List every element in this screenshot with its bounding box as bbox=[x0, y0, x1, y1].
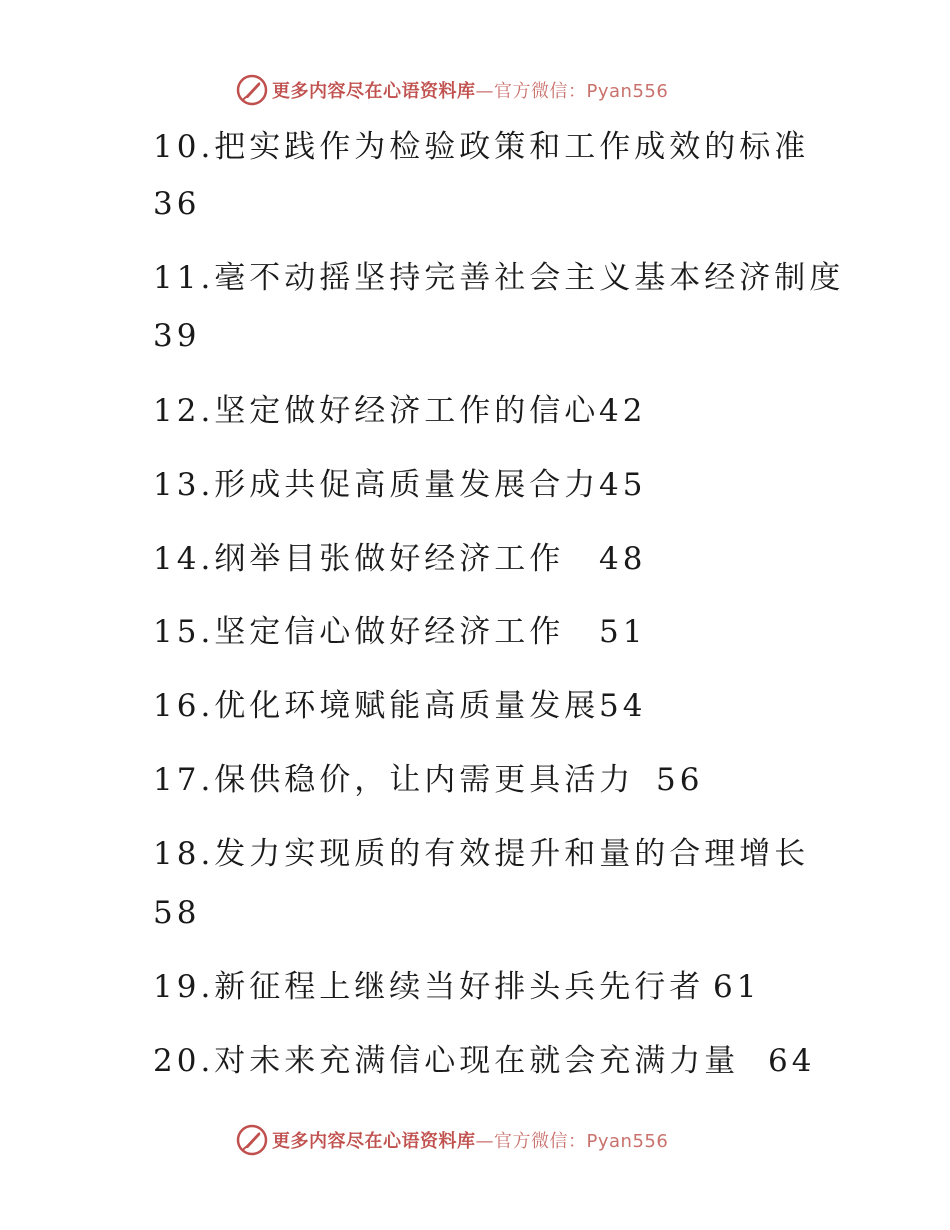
watermark-wechat-id: Pyan556 bbox=[586, 81, 669, 102]
toc-entry bbox=[153, 760, 704, 800]
toc-entry-page: 54 bbox=[599, 688, 647, 724]
toc-entry-title: 14.纲举目张做好经济工作 bbox=[153, 541, 565, 577]
toc-entry-page: 45 bbox=[599, 467, 647, 503]
watermark-text bbox=[272, 1127, 668, 1153]
watermark-dash: — bbox=[475, 1131, 494, 1152]
toc-entry bbox=[153, 539, 647, 579]
quill-logo-icon bbox=[236, 1124, 268, 1156]
toc-entry-page: 56 bbox=[656, 762, 704, 798]
toc-entry-title: 12.坚定做好经济工作的信心 bbox=[153, 393, 600, 429]
toc-entry-page: 58 bbox=[153, 895, 201, 931]
toc-entry-title: 11.毫不动摇坚持完善社会主义基本经济制度 bbox=[153, 260, 845, 296]
header-watermark bbox=[236, 72, 668, 108]
toc-entry-title: 20.对未来充满信心现在就会充满力量 bbox=[153, 1043, 740, 1079]
toc-entry bbox=[153, 612, 647, 652]
toc-entry-page: 51 bbox=[599, 614, 647, 650]
toc-entry-page: 39 bbox=[153, 318, 201, 354]
toc-entry-page: 64 bbox=[768, 1043, 816, 1079]
toc-entry-title: 18.发力实现质的有效提升和量的合理增长 bbox=[153, 836, 810, 872]
toc-entry-title: 17.保供稳价，让内需更具活力 bbox=[153, 762, 635, 798]
watermark-dash: — bbox=[475, 81, 494, 102]
toc-entry-page: 42 bbox=[599, 393, 647, 429]
watermark-text bbox=[272, 77, 668, 103]
toc-entry-title: 10.把实践作为检验政策和工作成效的标准 bbox=[153, 129, 810, 165]
toc-entry-page: 48 bbox=[599, 541, 647, 577]
watermark-brand: 更多内容尽在心语资料库 bbox=[272, 1131, 476, 1152]
toc-entry bbox=[153, 967, 761, 1007]
toc-entry bbox=[153, 465, 647, 505]
watermark-wechat-id: Pyan556 bbox=[586, 1131, 669, 1152]
toc-entry bbox=[153, 391, 647, 431]
footer-watermark bbox=[236, 1122, 668, 1158]
watermark-official: 官方微信： bbox=[494, 1131, 587, 1152]
toc-entry-title: 16.优化环境赋能高质量发展 bbox=[153, 688, 600, 724]
watermark-brand: 更多内容尽在心语资料库 bbox=[272, 81, 476, 102]
toc-entry-page: 61 bbox=[713, 969, 761, 1005]
watermark-official: 官方微信： bbox=[494, 81, 587, 102]
quill-logo-icon bbox=[236, 74, 268, 106]
toc-entry bbox=[153, 686, 647, 726]
toc-entry-page: 36 bbox=[153, 186, 201, 222]
toc-entry-title: 13.形成共促高质量发展合力 bbox=[153, 467, 600, 503]
toc-entry bbox=[153, 1041, 816, 1081]
toc-entry-title: 15.坚定信心做好经济工作 bbox=[153, 614, 565, 650]
toc-entry-title: 19.新征程上继续当好排头兵先行者 bbox=[153, 969, 705, 1005]
